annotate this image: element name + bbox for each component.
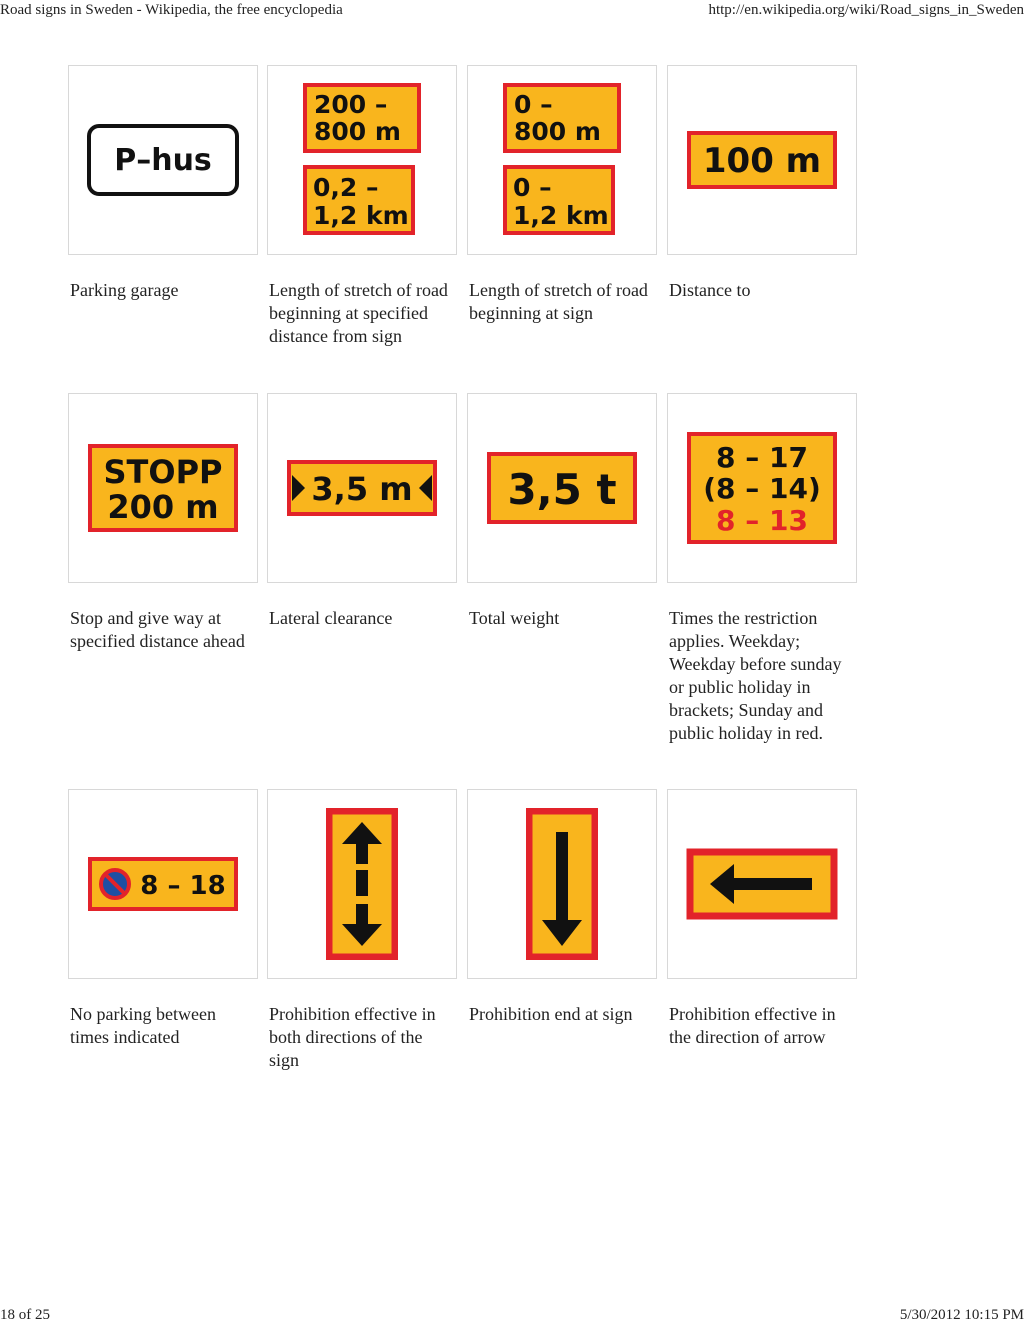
sign-image-frame (267, 789, 457, 979)
sign-lateral-clearance (286, 459, 438, 517)
sign-text: 100 m (702, 141, 822, 181)
sign-image-frame (667, 65, 857, 255)
sign-cell (267, 65, 457, 348)
sign-cell (68, 789, 258, 1049)
sign-no-parking-times (87, 856, 239, 912)
sign-text: 3,5 m (311, 470, 413, 508)
sign-image-frame (68, 789, 258, 979)
header-url[interactable]: http://en.wikipedia.org/wiki/Road_signs_in_Sweden (708, 2, 1024, 18)
sign-text: 0 – (513, 173, 552, 202)
sign-direction-arrow (686, 848, 838, 920)
sign-parking-garage (87, 124, 239, 196)
sign-total-weight (486, 451, 638, 525)
sign-caption: Distance to (669, 280, 751, 300)
sign-text: 8 – 17 (716, 441, 808, 474)
sign-text: 8 – 13 (716, 504, 808, 537)
sign-image-frame (267, 65, 457, 255)
sign-caption: Prohibition effective in both directions of the sign (269, 1004, 436, 1070)
sign-prohibition-end (526, 808, 598, 960)
sign-text: 3,5 t (507, 465, 617, 514)
sign-cell (267, 393, 457, 630)
sign-text: 0 – (514, 90, 553, 119)
sign-caption: Length of stretch of road beginning at specified distance from sign (269, 280, 448, 346)
sign-caption: Times the restriction applies. Weekday; Weekday before sunday or public holiday in brackets; Sunday and public holiday in red. (669, 608, 842, 743)
sign-distance-to (686, 130, 838, 190)
sign-cell (667, 393, 857, 745)
sign-cell (667, 65, 857, 302)
sign-both-directions (326, 808, 398, 960)
sign-text: 200 – (314, 90, 388, 119)
sign-length-from-distance (302, 82, 422, 238)
sign-image-frame (68, 393, 258, 583)
sign-cell (267, 789, 457, 1072)
sign-caption: Total weight (469, 608, 560, 628)
sign-cell (667, 789, 857, 1049)
sign-text: STOPP (103, 453, 223, 491)
sign-image-frame (267, 393, 457, 583)
sign-image-frame (467, 789, 657, 979)
sign-length-at-sign (502, 82, 622, 238)
sign-text: 800 m (314, 117, 401, 146)
sign-cell (68, 65, 258, 302)
no-parking-icon (101, 870, 129, 898)
sign-caption: Stop and give way at specified distance ahead (70, 608, 245, 651)
sign-image-frame (467, 65, 657, 255)
sign-text: 8 – 18 (140, 871, 226, 901)
sign-image-frame (467, 393, 657, 583)
sign-text: 200 m (107, 488, 219, 526)
sign-text: 0,2 – (313, 173, 379, 202)
footer-page-count: 18 of 25 (0, 1307, 50, 1323)
sign-restriction-times (686, 431, 838, 545)
sign-caption: Lateral clearance (269, 608, 393, 628)
sign-stop-ahead (87, 443, 239, 533)
sign-cell (467, 65, 657, 325)
sign-image-frame (667, 789, 857, 979)
sign-caption: Parking garage (70, 280, 179, 300)
sign-text: 1,2 km (513, 201, 609, 230)
footer-datetime: 5/30/2012 10:15 PM (899, 1307, 1024, 1323)
sign-text: P–hus (114, 143, 212, 178)
sign-cell (467, 393, 657, 630)
sign-image-frame (667, 393, 857, 583)
sign-text: 1,2 km (313, 201, 409, 230)
sign-text: 800 m (514, 117, 601, 146)
sign-image-frame (68, 65, 258, 255)
sign-caption: Length of stretch of road beginning at sign (469, 280, 648, 323)
sign-caption: Prohibition end at sign (469, 1004, 633, 1024)
sign-text: (8 – 14) (703, 472, 821, 505)
sign-caption: Prohibition effective in the direction of arrow (669, 1004, 836, 1047)
sign-caption: No parking between times indicated (70, 1004, 216, 1047)
sign-cell (68, 393, 258, 653)
header-title: Road signs in Sweden - Wikipedia, the free encyclopedia (0, 2, 343, 18)
sign-cell (467, 789, 657, 1026)
